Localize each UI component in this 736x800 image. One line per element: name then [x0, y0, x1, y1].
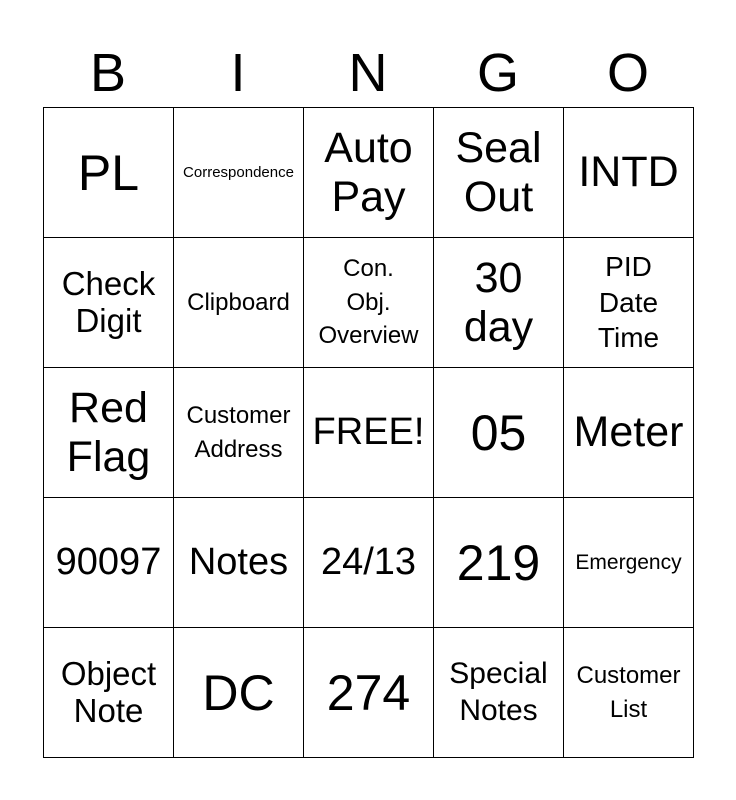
cell-text: Object Note	[60, 654, 157, 729]
bingo-cell-r1-c1[interactable]	[44, 108, 174, 238]
bingo-cell-r2-c2[interactable]	[174, 238, 304, 368]
bingo-cell-r4-c3[interactable]	[304, 498, 434, 628]
cell-text: INTD	[578, 148, 679, 197]
cell-text: Auto Pay	[324, 124, 413, 221]
cell-text: Correspondence	[183, 163, 294, 181]
cell-text: Customer List	[576, 661, 681, 723]
cell-text: DC	[202, 664, 275, 721]
bingo-cell-r1-c3[interactable]	[304, 108, 434, 238]
cell-text: Red Flag	[66, 384, 151, 481]
cell-text: Emergency	[575, 550, 682, 574]
header-letter-n: N	[348, 43, 388, 103]
cell-text: 274	[326, 664, 411, 721]
cell-text: Special Notes	[449, 656, 548, 727]
cell-text: Clipboard	[187, 288, 290, 316]
cell-text: Seal Out	[455, 124, 542, 221]
bingo-cell-r3-c3[interactable]	[304, 368, 434, 498]
cell-text: Notes	[188, 541, 289, 584]
bingo-cell-r4-c1[interactable]	[44, 498, 174, 628]
bingo-card-grid	[43, 107, 694, 758]
cell-text: Customer Address	[186, 401, 291, 463]
bingo-cell-r3-c5[interactable]	[564, 368, 694, 498]
cell-text: Check Digit	[61, 264, 156, 339]
bingo-cell-r1-c2[interactable]	[174, 108, 304, 238]
cell-text: Meter	[573, 408, 684, 457]
cell-text: PID Date Time	[597, 250, 660, 354]
bingo-cell-r5-c1[interactable]	[44, 628, 174, 758]
bingo-cell-r4-c2[interactable]	[174, 498, 304, 628]
cell-text: 05	[470, 404, 527, 461]
bingo-cell-r5-c3[interactable]	[304, 628, 434, 758]
bingo-cell-r2-c1[interactable]	[44, 238, 174, 368]
bingo-cell-r4-c4[interactable]	[434, 498, 564, 628]
cell-text: 90097	[55, 541, 162, 584]
header-letter-b: B	[89, 43, 127, 103]
cell-text: Con. Obj. Overview	[318, 255, 419, 350]
bingo-cell-r2-c3[interactable]	[304, 238, 434, 368]
bingo-cell-r3-c1[interactable]	[44, 368, 174, 498]
cell-text: 30 day	[463, 254, 534, 351]
bingo-cell-r5-c4[interactable]	[434, 628, 564, 758]
cell-text: 24/13	[320, 541, 417, 584]
header-letter-o: O	[606, 43, 649, 103]
header-letter-g: G	[476, 43, 519, 103]
bingo-cell-r1-c4[interactable]	[434, 108, 564, 238]
bingo-cell-r1-c5[interactable]	[564, 108, 694, 238]
bingo-cell-r5-c2[interactable]	[174, 628, 304, 758]
header-letter-i: I	[230, 43, 246, 103]
bingo-cell-r3-c2[interactable]	[174, 368, 304, 498]
bingo-cell-r2-c5[interactable]	[564, 238, 694, 368]
cell-text: 219	[456, 534, 541, 591]
free-space: FREE!	[312, 411, 425, 454]
bingo-cell-r3-c4[interactable]	[434, 368, 564, 498]
cell-text: PL	[77, 144, 140, 201]
bingo-header	[43, 40, 693, 106]
bingo-cell-r4-c5[interactable]	[564, 498, 694, 628]
bingo-cell-r2-c4[interactable]	[434, 238, 564, 368]
bingo-cell-r5-c5[interactable]	[564, 628, 694, 758]
